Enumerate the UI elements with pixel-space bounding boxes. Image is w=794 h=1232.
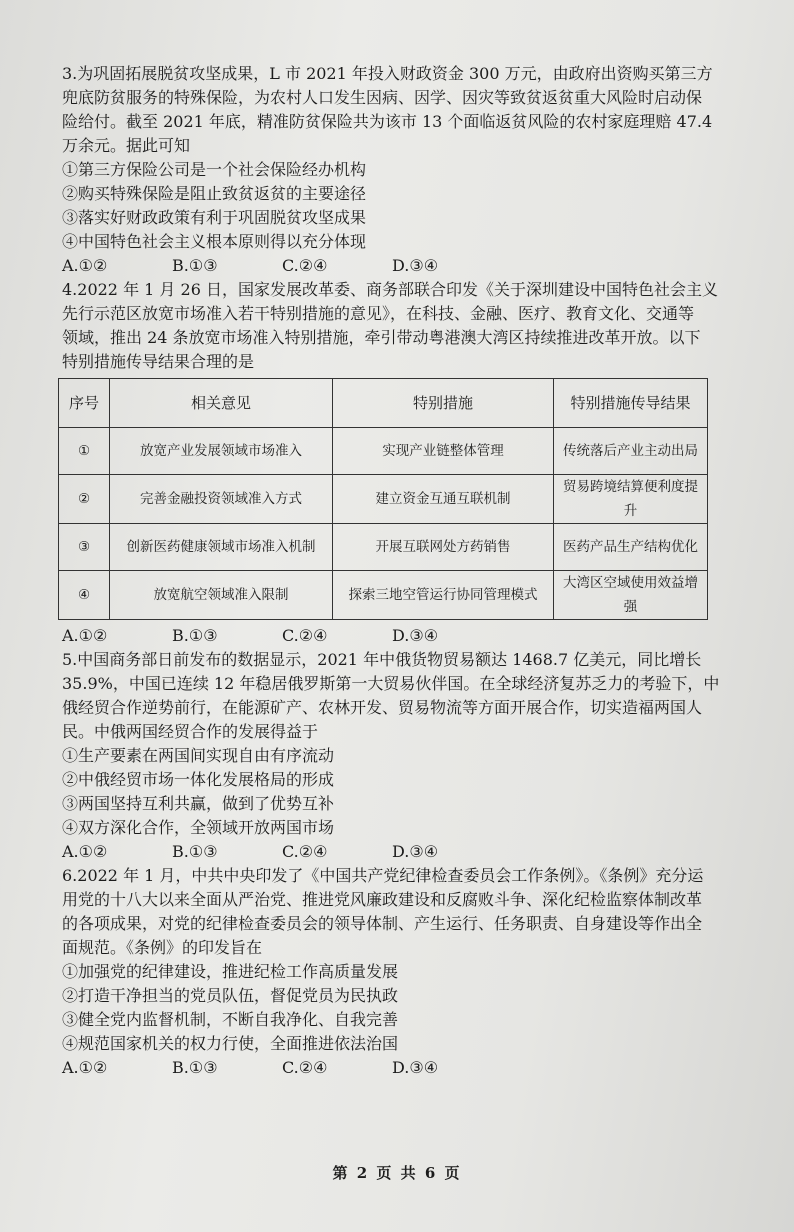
question-6-stem-line: 6.2022 年 1 月，中共中央印发了《中国共产党纪律检查委员会工作条例》。《条例》充分运	[62, 866, 704, 885]
table-cell: 贸易跨境结算便利度提升	[554, 475, 708, 524]
choice-d: D.③④	[392, 842, 439, 861]
question-4-stem-line: 先行示范区放宽市场准入若干特别措施的意见》，在科技、金融、医疗、教育文化、交通等	[62, 304, 695, 323]
table-row	[59, 475, 708, 524]
choice-a: A.①②	[62, 1058, 108, 1077]
table-row	[59, 428, 708, 475]
question-6-choices	[62, 1056, 758, 1080]
question-3-stem-line: 3.为巩固拓展脱贫攻坚成果，L 市 2021 年投入财政资金 300 万元，由政府出资购买第三方	[62, 64, 713, 83]
question-3-stem-line: 万余元。据此可知	[62, 136, 191, 155]
choice-b: B.①③	[172, 626, 218, 645]
question-5-stem-line: 俄经贸合作逆势前行，在能源矿产、农林开发、贸易物流等方面开展合作，切实造福两国人	[62, 698, 703, 717]
table-header-row	[59, 379, 708, 428]
choice-c: C.②④	[282, 1058, 328, 1077]
question-6-statement: ①加强党的纪律建设，推进纪检工作高质量发展	[62, 962, 399, 981]
question-5-statement: ①生产要素在两国间实现自由有序流动	[62, 746, 335, 765]
question-4-stem-line: 领域，推出 24 条放宽市场准入特别措施，牵引带动粤港澳大湾区持续推进改革开放。以下	[62, 328, 701, 347]
choice-c: C.②④	[282, 842, 328, 861]
question-6-statement: ④规范国家机关的权力行使，全面推进依法治国	[62, 1034, 399, 1053]
question-5-stem-line: 35.9%，中国已连续 12 年稳居俄罗斯第一大贸易伙伴国。在全球经济复苏乏力的考验下，中	[62, 674, 720, 693]
table-header-cell: 相关意见	[110, 379, 333, 428]
page-footer: 第 2 页 共 6 页	[332, 1164, 462, 1182]
question-3-statement: ①第三方保险公司是一个社会保险经办机构	[62, 160, 367, 179]
question-4-stem-line: 4.2022 年 1 月 26 日，国家发展改革委、商务部联合印发《关于深圳建设中国特色社会主义	[62, 280, 718, 299]
choice-a: A.①②	[62, 626, 108, 645]
question-6-statement: ③健全党内监督机制，不断自我净化、自我完善	[62, 1010, 399, 1029]
question-4-choices	[62, 624, 758, 648]
question-5-stem-line: 5.中国商务部日前发布的数据显示，2021 年中俄货物贸易额达 1468.7 亿美元，同比增长	[62, 650, 702, 669]
table-cell: ②	[59, 475, 110, 524]
question-3-statement: ②购买特殊保险是阻止致贫返贫的主要途径	[62, 184, 367, 203]
table-cell: 实现产业链整体管理	[333, 428, 554, 475]
question-3-stem-line: 兜底防贫服务的特殊保险，为农村人口发生因病、因学、因灾等致贫返贫重大风险时启动保	[62, 88, 703, 107]
question-3-choices	[62, 254, 758, 278]
question-3-stem-line: 险给付。截至 2021 年底，精准防贫保险共为该市 13 个面临返贫风险的农村家庭理赔 47.4	[62, 112, 713, 131]
question-5-stem-line: 民。中俄两国经贸合作的发展得益于	[62, 722, 319, 741]
question-5	[62, 648, 758, 864]
choice-b: B.①③	[172, 1058, 218, 1077]
table-cell: 创新医药健康领域市场准入机制	[110, 524, 333, 571]
choice-d: D.③④	[392, 256, 439, 275]
table-header-cell: 序号	[59, 379, 110, 428]
table-header-cell: 特别措施传导结果	[554, 379, 708, 428]
choice-a: A.①②	[62, 842, 108, 861]
question-5-statement: ②中俄经贸市场一体化发展格局的形成	[62, 770, 335, 789]
table-row	[59, 571, 708, 620]
table-cell: 放宽产业发展领域市场准入	[110, 428, 333, 475]
table-cell: 开展互联网处方药销售	[333, 524, 554, 571]
question-4-stem-line: 特别措施传导结果合理的是	[62, 352, 255, 371]
table-header-cell: 特别措施	[333, 379, 554, 428]
question-6-statement: ②打造干净担当的党员队伍，督促党员为民执政	[62, 986, 399, 1005]
choice-a: A.①②	[62, 256, 108, 275]
choice-c: C.②④	[282, 256, 328, 275]
question-3	[62, 62, 758, 278]
question-3-statement: ④中国特色社会主义根本原则得以充分体现	[62, 232, 367, 251]
table-row	[59, 524, 708, 571]
table-cell: 探索三地空管运行协同管理模式	[333, 571, 554, 620]
choice-d: D.③④	[392, 626, 439, 645]
table-cell: ③	[59, 524, 110, 571]
table-cell: ①	[59, 428, 110, 475]
table-cell: 放宽航空领域准入限制	[110, 571, 333, 620]
table-cell: 完善金融投资领域准入方式	[110, 475, 333, 524]
choice-c: C.②④	[282, 626, 328, 645]
question-5-statement: ③两国坚持互利共赢，做到了优势互补	[62, 794, 335, 813]
choice-b: B.①③	[172, 842, 218, 861]
table-cell: 大湾区空域使用效益增强	[554, 571, 708, 620]
choice-b: B.①③	[172, 256, 218, 275]
question-6-stem-line: 用党的十八大以来全面从严治党、推进党风廉政建设和反腐败斗争、深化纪检监察体制改革	[62, 890, 703, 909]
question-3-statement: ③落实好财政政策有利于巩固脱贫攻坚成果	[62, 208, 367, 227]
question-6	[62, 864, 758, 1080]
question-6-stem-line: 面规范。《条例》的印发旨在	[62, 938, 263, 957]
question-5-choices	[62, 840, 758, 864]
table-cell: 医药产品生产结构优化	[554, 524, 708, 571]
question-6-stem-line: 的各项成果，对党的纪律检查委员会的领导体制、产生运行、任务职责、自身建设等作出全	[62, 914, 703, 933]
question-4	[62, 278, 758, 648]
choice-d: D.③④	[392, 1058, 439, 1077]
question-5-statement: ④双方深化合作，全领域开放两国市场	[62, 818, 335, 837]
table-cell: 传统落后产业主动出局	[554, 428, 708, 475]
table-cell: 建立资金互通互联机制	[333, 475, 554, 524]
table-cell: ④	[59, 571, 110, 620]
measures-table	[58, 378, 708, 620]
